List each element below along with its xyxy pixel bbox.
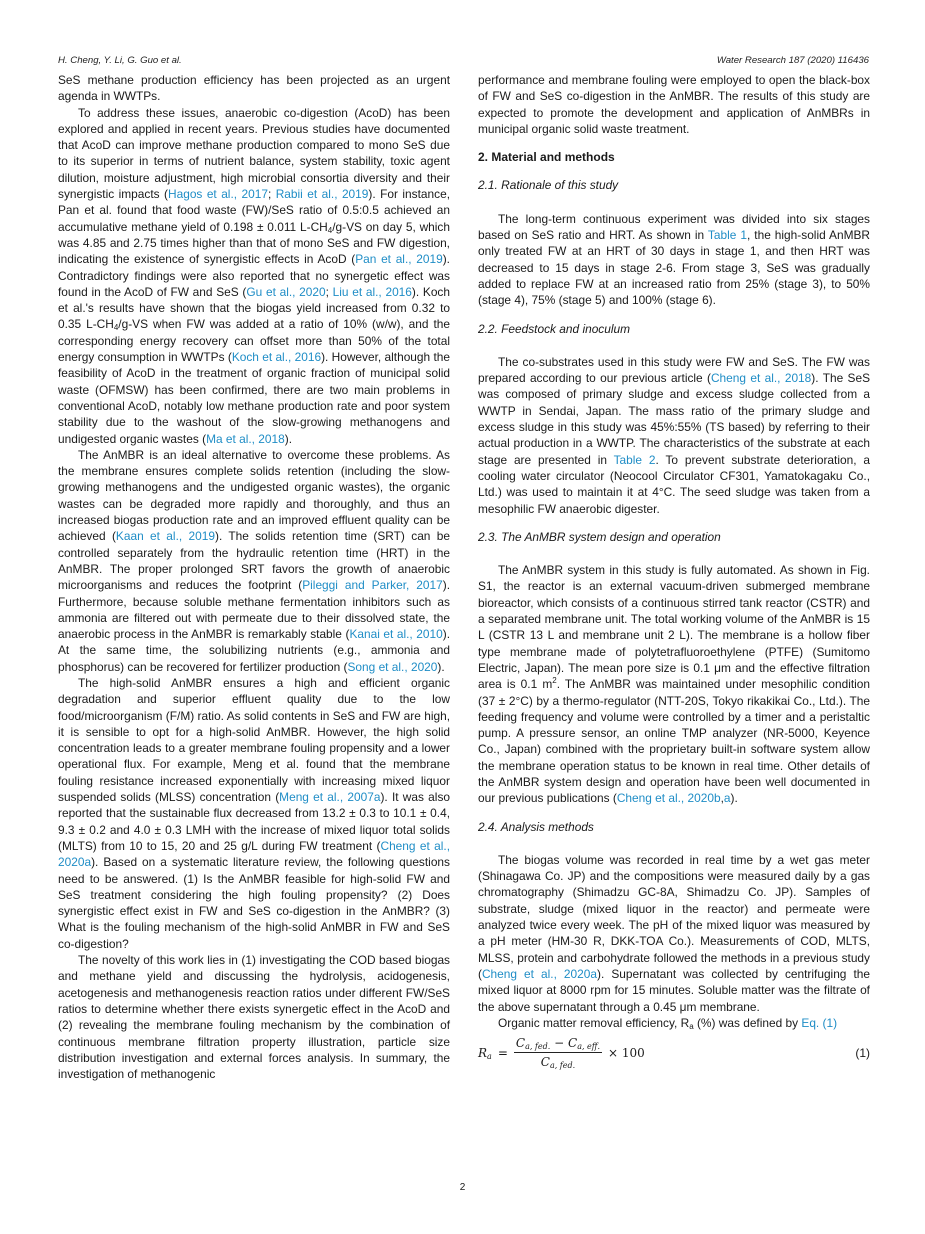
citation-link[interactable]: Cheng et al., 2020a bbox=[481, 966, 598, 981]
text-run: ). Based on a systematic literature review, the following questions need to be answered. (1) Is the AnMBR feasible for high-solid FW and SeS treatment considering the high fouling propensity? (2) Does synergistic effect exist in FW and SeS co-digestion in the AnMBR? (3) What is the fouling mechanism of the high-solid AnMBR in FW and SeS co-digestion? bbox=[58, 855, 450, 951]
text-run: ). Contradictory findings were also reported that no synergetic effect was found in the AcoD of FW and SeS ( bbox=[58, 252, 450, 299]
paragraph bbox=[58, 105, 450, 447]
text-run: The long-term continuous experiment was divided into six stages based on SeS ratio and HRT. As shown in bbox=[478, 211, 870, 243]
text-run: ). The SeS was composed of primary sludge and excess sludge collected from a WWTP in Sendai, Japan. The mass ratio of the primary sludge and excess sludge in this study was 45%:55% (TS based) by referring to their actual production in a WWTP. The characteristics of the substrate at each stage are presented in bbox=[478, 371, 871, 467]
text-run: /g-VS on day 5, which was 4.85 and 2.75 times higher than that of mono SeS and FW digestion, indicating the existence of synergistic effects in AcoD ( bbox=[58, 219, 450, 267]
citation-link[interactable]: Meng et al., 2007a bbox=[279, 790, 381, 805]
text-run: (%) was defined by bbox=[693, 1015, 802, 1030]
paragraph bbox=[478, 211, 870, 309]
citation-link[interactable]: Liu et al., 2016 bbox=[332, 284, 412, 299]
left-column bbox=[58, 72, 450, 1082]
citation-link[interactable]: Pan et al., 2019 bbox=[355, 252, 443, 267]
paragraph bbox=[58, 447, 450, 675]
citation-link[interactable]: Hagos et al., 2017 bbox=[168, 187, 268, 202]
text-run: ). Furthermore, because soluble methane fermentation inhibitors such as ammonia are filtered out with permeate due to their dissolved state, the anaerobic process in the AnMBR is remarkably stable ( bbox=[58, 578, 450, 642]
equation-denominator: $C_{a, fed.}$ bbox=[540, 1055, 576, 1071]
text-run: . To prevent substrate deterioration, a cooling water circulator (Neocool Circulator CF301, Yamatokagaku Co., Ltd.) was used to maintain it at 4°C. The seed sludge was taken from a mesophilic FW anaerobic digester. bbox=[478, 452, 870, 516]
equation-numerator: $C_{a, fed.} - C_{a, eff.}$ bbox=[514, 1035, 602, 1053]
text-run: ). Supernatant was collected by centrifuging the mixed liquor at 8000 rpm for 15 minutes. Soluble matter was the filtrate of the above supernatant through a 0.45 μm membrane. bbox=[478, 966, 871, 1014]
text-run: ). bbox=[284, 431, 292, 446]
text-run: The AnMBR system in this study is fully automated. As shown in Fig. S1, the reactor is an external vacuum-driven submerged membrane bioreactor, which consists of a continuous stirred tank reactor (CSTR) and a separated membrane unit. The total working volume of the AnMBR is 15 L (CSTR 13 L and membrane unit 2 L). The membrane is a hollow fiber type membrane made of polytetrafluoroethylene (PTFE) (Sumitomo Electric, Japan). The mean pore size is 0.1 μm and the effective filtration area is 0.1 m bbox=[478, 563, 870, 692]
citation-link[interactable]: Gu et al., 2020 bbox=[246, 284, 326, 299]
running-header-journal: Water Research 187 (2020) 116436 bbox=[716, 55, 869, 66]
citation-link[interactable]: Table 1 bbox=[707, 228, 747, 243]
section-heading: 2. Material and methods bbox=[478, 150, 615, 165]
subscript: 4 bbox=[327, 225, 333, 235]
subsection-heading: 2.2. Feedstock and inoculum bbox=[478, 321, 631, 336]
equation-number: (1) bbox=[855, 1045, 870, 1060]
text-run: ). At the same time, the solubilizing nutrients (e.g., ammonia and phosphorus) can be recovered for fertilizer production ( bbox=[58, 627, 450, 674]
subscript: a bbox=[689, 1021, 694, 1031]
citation-link[interactable]: Song et al., 2020 bbox=[347, 659, 438, 674]
citation-link[interactable]: Pileggi and Parker, 2017 bbox=[302, 578, 443, 593]
citation-link[interactable]: Cheng et al., 2020b bbox=[616, 791, 721, 806]
paragraph bbox=[58, 952, 450, 1082]
citation-link[interactable]: Koch et al., 2016 bbox=[231, 350, 322, 365]
supscript: 2 bbox=[552, 676, 557, 686]
citation-link[interactable]: Ma et al., 2018 bbox=[206, 431, 285, 446]
text-run: ; bbox=[267, 187, 276, 202]
subsection-heading: 2.3. The AnMBR system design and operation bbox=[478, 529, 721, 544]
citation-link[interactable]: Rabii et al., 2019 bbox=[275, 187, 369, 202]
equation-lhs: $R_a$ bbox=[478, 1045, 492, 1061]
text-run: The novelty of this work lies in (1) investigating the COD based biogas and methane yield and discussing the hydrolysis, acidogenesis, acetogenesis and methanogenesis reaction ratios under different FW/SeS ratios to determine whether there exists synergetic effect in the AcoD and (2) revealing the membrane fouling mechanism by the combination of continuous membrane filtration property illustration, particle size distribution investigation and external forces analysis. In summary, the investigation of methanogenic bbox=[58, 953, 450, 1082]
text-run: The AnMBR is an ideal alternative to overcome these problems. As the membrane ensures complete solids retention (including the slow-growing methanogens and the undigested organic wastes), the organic wastes can be degraded more rapidly and thoroughly, and thus an increased biogas production rate and an improved effluent quality can be achieved ( bbox=[58, 447, 450, 544]
text-run: ). It was also reported that the sustainable flux decreased from 13.2 ± 0.3 to 10.1 ± 0.4, 9.3 ± 0.2 and 4.0 ± 0.3 LMH with the increase of mixed liquor total solids (MLTS) from 10 to 15, 20 and 25 g/L during FW treatment ( bbox=[58, 790, 450, 853]
text-run: The high-solid AnMBR ensures a high and efficient organic degradation and superior effluent quality due to the low food/microorganism (F/M) ratio. As solid contents in SeS and FW are high, it is sensible to opt for a high-solid AnMBR. However, the high solid concentration leads to a greater membrane fouling propensity and a lower operational flux. For example, Meng et al. found that the membrane fouling resistance increased exponentially with increasing mixed liquor suspended solids (MLSS) concentration ( bbox=[58, 675, 450, 805]
citation-link[interactable]: Kanai et al., 2010 bbox=[349, 627, 443, 642]
text-run: ). bbox=[730, 791, 738, 806]
text-run: SeS methane production efficiency has been projected as an urgent agenda in WWTPs. bbox=[58, 73, 450, 104]
paragraph bbox=[58, 72, 450, 105]
paragraph bbox=[478, 562, 870, 806]
text-run: Organic matter removal efficiency, R bbox=[498, 1015, 690, 1030]
text-run: The co-substrates used in this study were FW and SeS. The FW was prepared according to our previous article ( bbox=[478, 354, 870, 386]
text-run: ). Koch et al.'s results have shown that the biogas yield increased from 0.32 to 0.35 L-CH bbox=[58, 284, 450, 332]
subscript: 4 bbox=[113, 323, 119, 333]
paragraph bbox=[478, 354, 870, 517]
citation-link[interactable]: Eq. (1) bbox=[801, 1015, 838, 1030]
running-header-authors: H. Cheng, Y. Li, G. Guo et al. bbox=[58, 55, 182, 66]
text-run: ; bbox=[325, 284, 333, 299]
equation-1: $R_a$ = $\frac{C_{a, fed.} - C_{a, eff.}}{C_{a, fed.}}$ × 100 (1) bbox=[478, 1036, 870, 1071]
citation-link[interactable]: a bbox=[723, 791, 731, 806]
paragraph bbox=[478, 72, 870, 137]
text-run: ). For instance, Pan et al. found that food waste (FW)/SeS ratio of 0.5:0.5 achieved an accumulative methane yield of 0.198 ± 0.011 L-CH bbox=[58, 187, 450, 234]
text-run: performance and membrane fouling were employed to open the black-box of FW and SeS co-digestion in the AnMBR. The results of this study are expected to promote the development and application of AnMBRs in municipal organic solid waste treatment. bbox=[478, 73, 870, 136]
equation-fraction bbox=[514, 1035, 602, 1071]
page-number: 2 bbox=[459, 1182, 466, 1193]
text-run: , the high-solid AnMBR only treated FW at an HRT of 30 days in stage 1, and then HRT was decreased to 15 days in stage 2-6. From stage 3, SeS was gradually added to replace FW at an increased ratio from 25% (stage 3), to 50% (stage 4), 75% (stage 5) and 100% (stage 6). bbox=[478, 228, 871, 308]
text-run: . The AnMBR was maintained under mesophilic condition (37 ± 2°C) by a thermo-regulator (NTT-20S, Tokyo rikakikai Co., Ltd.). The feeding frequency and volume were controlled by a timer and a peristaltic pump. A pressure sensor, an online TMP analyzer (NR-5000, Keyence Co., Japan) combined with the proprietary built-in software system allow the membrane operation status to be known in real time. Other details of the AnMBR system design and operation have been well documented in our previous publications ( bbox=[478, 677, 871, 806]
citation-link[interactable]: Cheng et al., 2018 bbox=[710, 371, 812, 386]
paragraph bbox=[58, 675, 450, 952]
citation-link[interactable]: Cheng et al., 2020a bbox=[58, 838, 450, 870]
text-run: ). bbox=[437, 659, 445, 674]
right-column bbox=[478, 72, 870, 1071]
paragraph bbox=[478, 1015, 870, 1031]
text-run: To address these issues, anaerobic co-digestion (AcoD) has been explored and applied in recent years. Previous studies have documented that AcoD can improve methane production compared to mono SeS due to its superior in terms of nutrient balance, system stability, toxic agent dilution, moisture adjustment, high microbial consortia diversity and their synergistic impacts ( bbox=[58, 105, 450, 202]
text-run: The biogas volume was recorded in real time by a wet gas meter (Shinagawa Co. JP) and the compositions were measured daily by a gas chromatography (Shimadzu GC-8A, Shimadzu Co. JP). Samples of substrate, sludge (mixed liquor in the reactor) and permeate were analyzed twice every week. The pH of the mixed liquor was measured by a pH meter (HM-30 R, DKK-TOA Co.). Measurements of COD, MLTS, MLSS, protein and carbohydrate followed the methods in a previous study ( bbox=[478, 852, 870, 981]
citation-link[interactable]: Kaan et al., 2019 bbox=[115, 529, 215, 544]
subsection-heading: 2.4. Analysis methods bbox=[478, 819, 594, 834]
text-run: , bbox=[720, 791, 724, 806]
paragraph bbox=[478, 852, 870, 1015]
text-run: ). The solids retention time (SRT) can be controlled separately from the hydraulic retention time (HRT) in the AnMBR. The proper prolonged SRT favors the growth of anaerobic microorganisms and reduces the footprint ( bbox=[58, 529, 450, 593]
subsection-heading: 2.1. Rationale of this study bbox=[478, 178, 619, 193]
text-run: /g-VS when FW was added at a ratio of 10% (w/w), and the corresponding energy recovery can offset more than 50% of the total energy consumption in WWTPs ( bbox=[58, 317, 450, 365]
text-run: ). However, although the feasibility of AcoD in the treatment of organic fraction of municipal solid waste (OFMSW) has been confirmed, there are two main problems in conventional AcoD, notably low methane production rate and poor system stability due to the washout of the slow-growing methanogens and undigested organic wastes ( bbox=[58, 350, 450, 446]
citation-link[interactable]: Table 2 bbox=[613, 452, 656, 467]
